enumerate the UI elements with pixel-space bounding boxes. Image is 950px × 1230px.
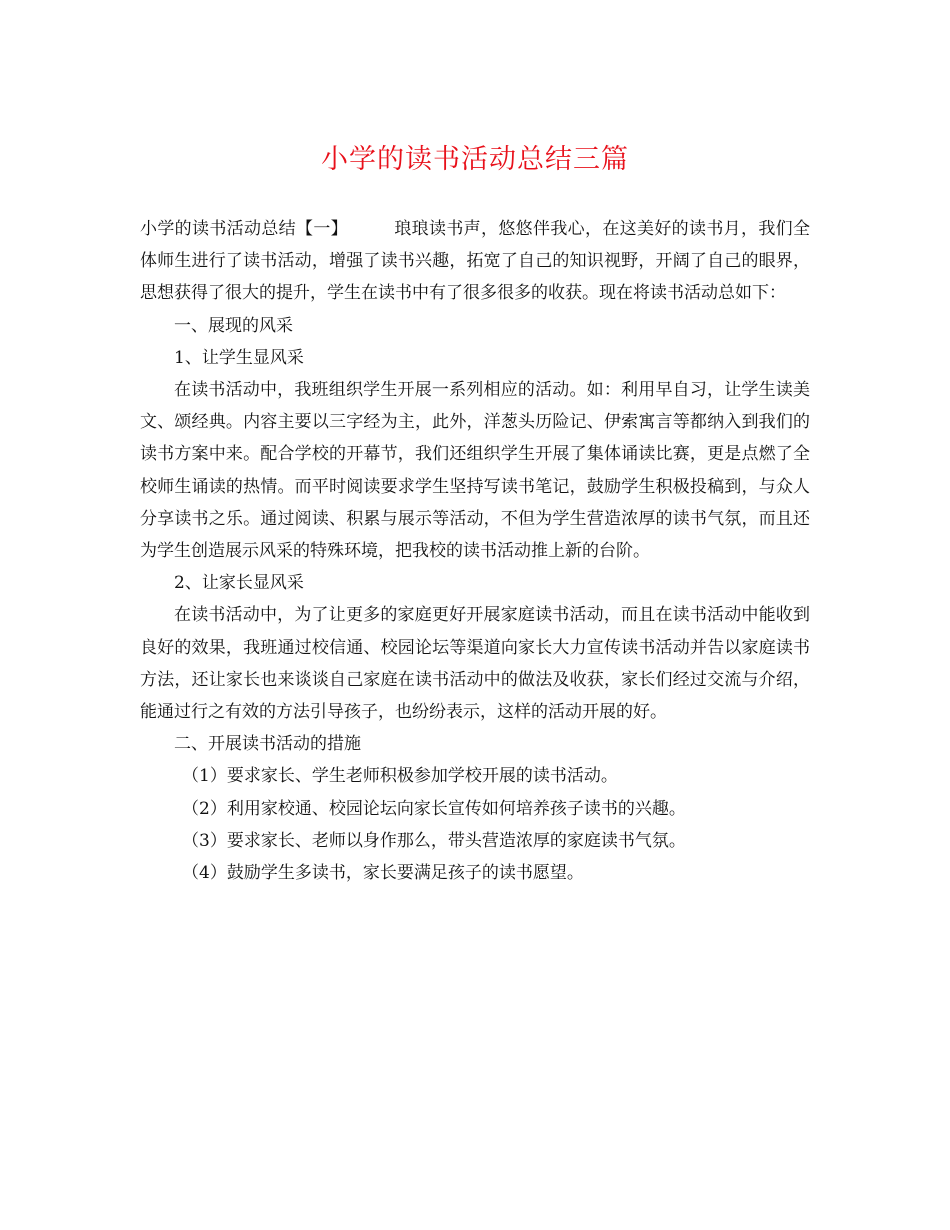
measure-item: （4）鼓励学生多读书，家长要满足孩子的读书愿望。: [182, 863, 584, 884]
intro-paragraph: [140, 213, 810, 310]
section-heading-1: 一、展现的风采: [174, 315, 293, 336]
measure-item: （1）要求家长、学生老师积极参加学校开展的读书活动。: [182, 766, 618, 787]
section-heading-2: 二、开展读书活动的措施: [174, 734, 361, 755]
subsection-paragraph-1: 在读书活动中，我班组织学生开展一系列相应的活动。如：利用早自习，让学生读美文、颂经典。内容主要以三字经为主，此外，洋葱头历险记、伊索寓言等都纳入到我们的读书方案中来。配合学校的开幕节，我们还组织学生开展了集体诵读比赛，更是点燃了全校师生诵读的热情。而平时阅读要求学生坚持写读书笔记，鼓励学生积极投稿到，与众人分享读书之乐。通过阅读、积累与展示等活动，不但为学生营造浓厚的读书气氛，而且还为学生创造展示风采的特殊环境，把我校的读书活动推上新的台阶。: [140, 380, 810, 562]
intro-label: 小学的读书活动总结【一】: [140, 219, 348, 239]
subsection-heading-1: 1、让学生显风采: [174, 347, 304, 368]
measure-item: （3）要求家长、老师以身作那么，带头营造浓厚的家庭读书气氛。: [182, 830, 686, 851]
subsection-paragraph-2: 在读书活动中，为了让更多的家庭更好开展家庭读书活动，而且在读书活动中能收到良好的效果，我班通过校信通、校园论坛等渠道向家长大力宣传读书活动并告以家庭读书方法，还让家长也来谈谈自己家庭在读书活动中的做法及收获，家长们经过交流与介绍，能通过行之有效的方法引导孩子，也纷纷表示，这样的活动开展的好。: [140, 605, 810, 723]
document-body: [140, 213, 810, 889]
document-title: 小学的读书活动总结三篇: [321, 144, 629, 175]
subsection-heading-2: 2、让家长显风采: [174, 573, 304, 594]
measure-item: （2）利用家校通、校园论坛向家长宣传如何培养孩子读书的兴趣。: [182, 798, 686, 819]
intro-text: 琅琅读书声，悠悠伴我心，在这美好的读书月，我们全体师生进行了读书活动，增强了读书兴趣，拓宽了自己的知识视野，开阔了自己的眼界，思想获得了很大的提升，学生在读书中有了很多很多的收获。现在将读书活动总如下：: [140, 219, 810, 304]
